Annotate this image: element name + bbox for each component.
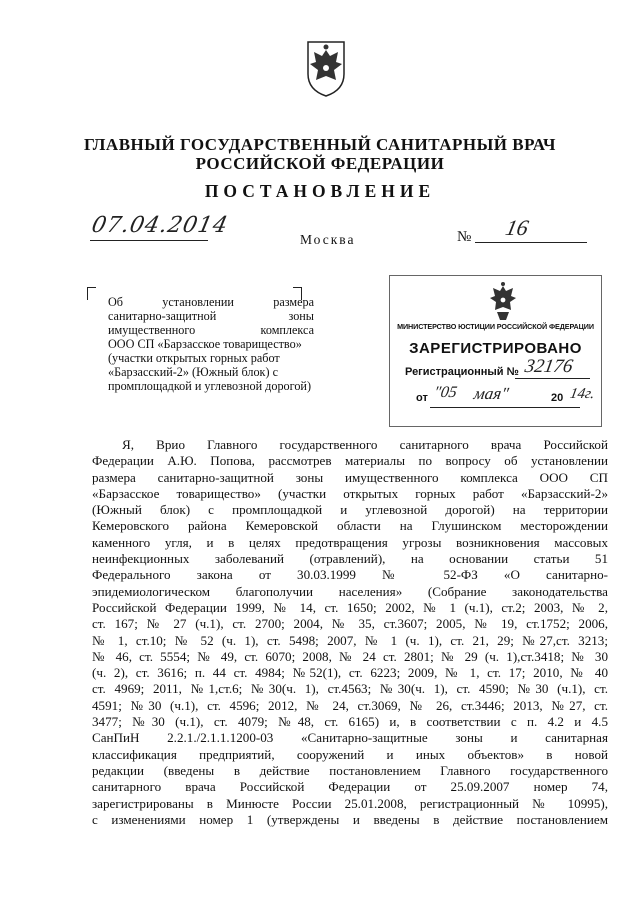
stamp-date-underline (430, 407, 580, 408)
subject-line: санитарно-защитной зоны (108, 309, 314, 323)
subject-line: промплощадкой и углевозной дорогой) (108, 379, 311, 393)
stamp-date-month: мая" (472, 384, 511, 403)
body-line: Федерального закона от 30.03.1999 № 52-ФЗ «О санитарно- (92, 567, 608, 583)
body-line: СанПиН 2.2.1./2.1.1.1200-03 «Санитарно-защитные зоны и санитарная (92, 730, 608, 746)
header-title-line2: РОССИЙСКОЙ ФЕДЕРАЦИИ (195, 154, 445, 173)
body-line: (Южный блок) с промплощадкой и углевозной дорогой) на территории (92, 502, 608, 518)
date-underline (90, 240, 208, 241)
stamp-date-from: от (416, 392, 428, 404)
body-line: неинфекционных заболеваний (отравлений), на основании статьи 51 (92, 551, 608, 567)
body-line: (ч. 2), ст. 3616; п. 44 ст. 4984; №52(1), ст. 6223; 2009, № 1, ст. 17; 2010, № 40 (92, 665, 608, 681)
body-line: классификация предприятий, сооружений и иных объектов» в новой (92, 746, 608, 762)
body-line: зарегистрированы в Минюсте России 25.01.2008, регистрационный № 10995), (92, 795, 608, 811)
body-line: 4591; №30 (ч.1), ст. 4596; 2012, № 24, ст.3069, № 26, ст.3446; 2013, №27, ст. (92, 697, 608, 713)
number-label: № (457, 229, 472, 245)
stamp-ministry: МИНИСТЕРСТВО ЮСТИЦИИ РОССИЙСКОЙ ФЕДЕРАЦИИ (397, 322, 594, 331)
handwritten-number: 16 (503, 215, 531, 240)
subject-line: «Барзасский-2» (Южный блок) с (108, 365, 278, 379)
stamp-reg-label: Регистрационный № (405, 366, 519, 378)
stamp-date-year-prefix: 20 (551, 392, 564, 404)
registration-stamp (389, 275, 602, 427)
subject-line: имущественного комплекса (108, 323, 314, 337)
subject-corner-left (87, 287, 96, 300)
stamp-eagle-icon (488, 280, 518, 322)
city: Москва (300, 232, 356, 247)
subject-line: (участки открытых горных работ (108, 351, 280, 365)
document-type: ПОСТАНОВЛЕНИЕ (204, 181, 436, 201)
body-line: № 1, ст.10; № 52 (ч. 1), ст. 5498; 2007, № 1 (ч. 1), ст. 21, 29; №27,ст. 3213; (92, 632, 608, 648)
stamp-date-day: "05 (432, 384, 459, 401)
stamp-reg-number: 32176 (523, 356, 575, 377)
subject-line: ООО СП «Барзасское товарищество» (108, 337, 302, 351)
body-line: «Барзасское товарищество» (участки открытых горных работ «Барзасский-2» (92, 485, 608, 501)
body-line: санитарного врача Российской Федерации от 25.09.2007 номер 74, (92, 779, 608, 795)
body-line: ст. 4969; 2011, №1,ст.6; №30(ч. 1), ст.4563; №30(ч. 1), ст. 4590; №30 (ч.1), ст. (92, 681, 608, 697)
stamp-registered: ЗАРЕГИСТРИРОВАНО (409, 340, 582, 357)
body-line: редакции (введены в действие постановлением Главного государственного (92, 762, 608, 778)
handwritten-date: 07.04.2014 (89, 213, 231, 238)
body-line: № 46, ст. 5554; № 49, ст. 6070; 2008, № 24 ст. 2801; № 29 (ч. 1),ст.3418; № 30 (92, 648, 608, 664)
body-line: каменного угля, и в целях предотвращения угрозы возникновения массовых (92, 534, 608, 550)
body-line: Кемеровского района Кемеровской области на Глушинском месторождении (92, 518, 608, 534)
body-line: ст. 167; № 27 (ч.1), ст. 2700; 2004, № 35, ст.3607; 2005, № 19, ст.1752; 2006, (92, 616, 608, 632)
number-underline (475, 242, 587, 243)
body-line: размера санитарно-защитной зоны имущественного комплекса ООО СП (92, 469, 608, 485)
stamp-reg-underline (515, 378, 590, 379)
body-line: Федерации А.Ю. Попова, рассмотрев материалы по вопросу об установлении (92, 453, 608, 469)
body-line: Я, Врио Главного государственного санитарного врача Российской (122, 437, 608, 452)
body-line: Российской Федерации 1999, № 14, ст. 1650; 2002, № 1 (ч.1), ст.2; 2003, № 2, (92, 599, 608, 615)
body-text (92, 437, 608, 828)
stamp-date-year-hand: 14г. (568, 386, 596, 402)
body-line: 3477; №30 (ч.1), ст. 4079; №48, ст. 6165) и, в соответствии с п. 4.2 и 4.5 (92, 714, 608, 730)
body-line: с изменениями номер 1 (утверждены и введены в действие постановлением (92, 811, 608, 827)
subject-line: Об установлении размера (108, 295, 314, 309)
header-title-line1: ГЛАВНЫЙ ГОСУДАРСТВЕННЫЙ САНИТАРНЫЙ ВРАЧ (84, 135, 556, 154)
coat-of-arms-emblem (304, 38, 348, 98)
body-line: эпидемиологическом благополучии населения» (Собрание законодательства (92, 583, 608, 599)
subject-block (108, 295, 314, 393)
